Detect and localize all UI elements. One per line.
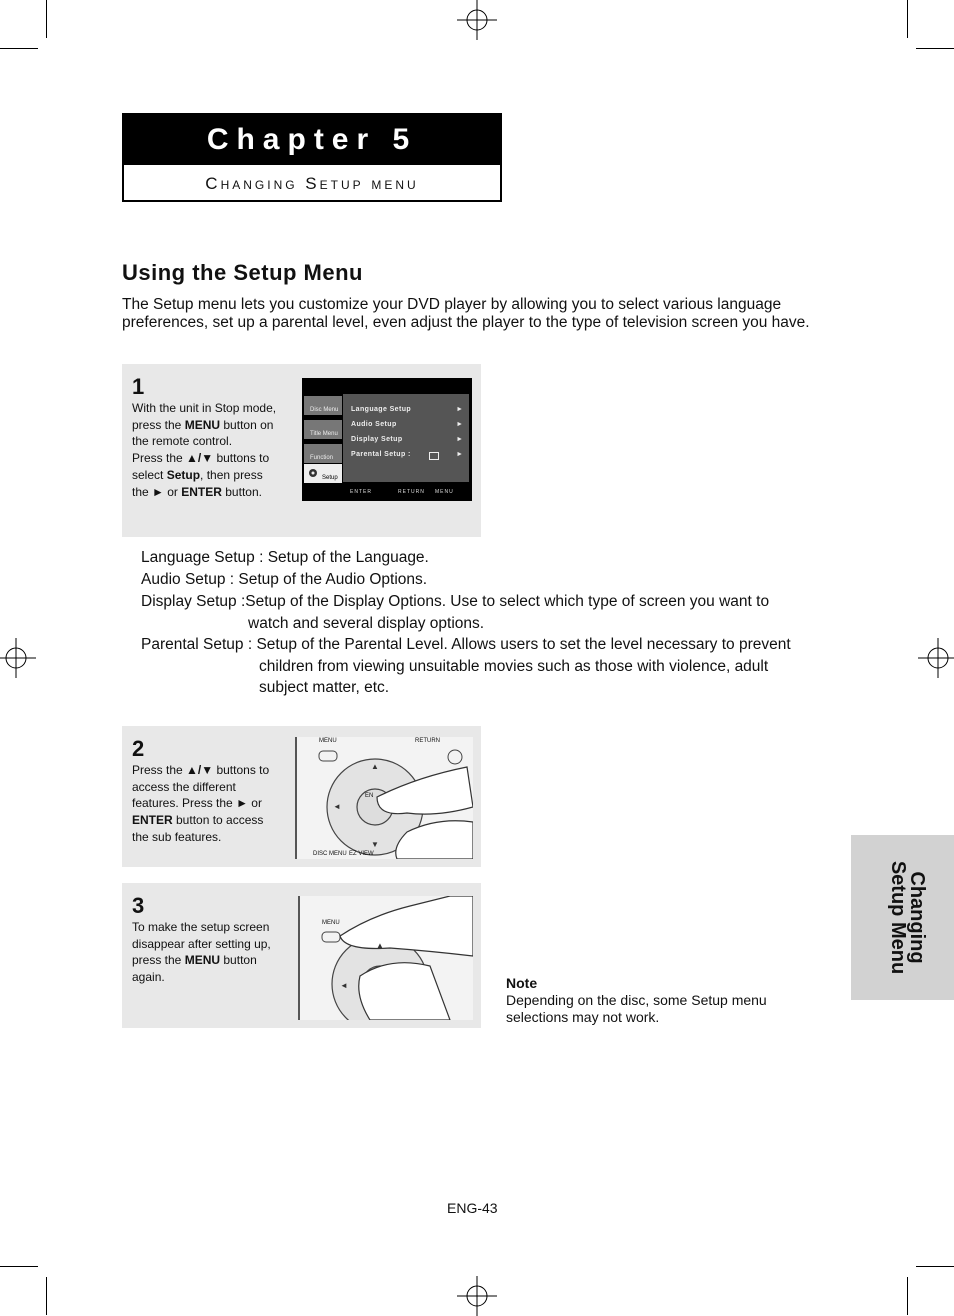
crop-mark [0, 48, 38, 49]
chapter-header [122, 113, 502, 202]
text: Press the [132, 451, 187, 466]
right-arrow-icon: ► [236, 796, 248, 811]
registration-mark [457, 0, 497, 40]
side-tab-disc-menu: Disc Menu [304, 396, 342, 415]
svg-text:◄: ◄ [333, 802, 341, 811]
section-title: Using the Setup Menu [122, 260, 363, 285]
crop-mark [916, 1266, 954, 1267]
menu-button-ref: MENU [184, 953, 221, 968]
right-arrow-icon: ► [456, 436, 463, 443]
lock-icon [429, 452, 439, 460]
remote-label-menu: MENU [322, 920, 340, 926]
text: , then press the [132, 467, 263, 499]
up-down-arrows-icon: ▲/▼ [186, 451, 214, 466]
remote-illustration-step2 [295, 737, 473, 859]
svg-text:▲: ▲ [371, 762, 379, 771]
remote-label-menu: MENU [319, 738, 337, 744]
side-tab-function: Function [304, 444, 342, 463]
note-text: Depending on the disc, some Setup menu selections may not work. [506, 992, 767, 1025]
registration-mark [0, 638, 36, 678]
registration-mark [457, 1276, 497, 1316]
up-down-arrows-icon: ▲/▼ [186, 763, 214, 777]
intro-paragraph: The Setup menu lets you customize your DVD player by allowing you to select various language preferences, set up a parental level, even adjust the player to the type of television screen you have. [122, 296, 810, 331]
description-language: Language Setup : Setup of the Language. [141, 549, 429, 566]
crop-mark [46, 1277, 47, 1315]
footer-enter: ENTER [350, 489, 372, 495]
step-3-text: To make the setup screen disappear after setting up, press the MENU button again. [132, 920, 271, 985]
menu-item-parental: Parental Setup : [351, 451, 411, 458]
description-display [141, 591, 821, 634]
line: watch and several display options. [248, 614, 485, 632]
setup-menu-screen [302, 378, 472, 501]
menu-button-ref: MENU [184, 417, 221, 432]
remote-label-return: RETURN [415, 738, 440, 744]
side-tab-setup: Setup [304, 464, 342, 483]
description-parental [141, 634, 821, 699]
step-number: 3 [132, 893, 145, 918]
footer-menu: MENU [435, 489, 454, 495]
enter-button-ref: ENTER [181, 484, 222, 499]
text: buttons to select [132, 451, 270, 482]
crop-mark [916, 48, 954, 49]
menu-item-language: Language Setup [351, 406, 412, 413]
remote-control-image [297, 737, 473, 859]
menu-item-display: Display Setup [351, 436, 403, 443]
side-tab-line: Setup Menu [887, 860, 909, 975]
step-2-text: Press the ▲/▼ buttons to access the different features. Press the ► or ENTER button to access the sub features. [132, 763, 270, 844]
side-tab-label [851, 835, 954, 1000]
footer-return: RETURN [398, 489, 425, 495]
description-audio: Audio Setup : Setup of the Audio Options. [141, 571, 428, 588]
text: or [163, 484, 182, 499]
line: Parental Setup : Setup of the Parental Level. Allows users to set the level necessary to prevent [141, 636, 791, 653]
line: children from viewing unsuitable movies such as those with violence, adult [259, 657, 769, 675]
note-title: Note [506, 975, 538, 991]
crop-mark [907, 0, 908, 38]
remote-label-disc-menu: DISC MENU [313, 851, 347, 857]
text: With the unit in Stop mode, press the [132, 401, 277, 432]
registration-mark [918, 638, 954, 678]
side-tab-title-menu: Title Menu [304, 420, 342, 439]
step-number: 2 [132, 736, 145, 761]
text: button. [221, 484, 262, 499]
svg-text:▲: ▲ [376, 941, 384, 950]
menu-panel [343, 394, 469, 482]
setup-ref: Setup [166, 467, 201, 482]
right-arrow-icon: ► [456, 421, 463, 428]
gear-icon [307, 467, 319, 479]
remote-label-enter: EN [365, 793, 374, 799]
section-side-tab [851, 835, 954, 1000]
svg-text:▼: ▼ [371, 840, 379, 849]
enter-button-ref: ENTER [132, 813, 173, 828]
page-number: ENG-43 [447, 1200, 498, 1216]
crop-mark [0, 1266, 38, 1267]
right-arrow-icon: ► [152, 484, 164, 499]
line: subject matter, etc. [259, 679, 390, 696]
text: button on the remote control. [132, 417, 274, 449]
crop-mark [907, 1277, 908, 1315]
step-1-text [132, 400, 278, 500]
right-arrow-icon: ► [456, 451, 463, 458]
step-number: 1 [132, 374, 145, 399]
svg-text:◄: ◄ [340, 981, 348, 990]
right-arrow-icon: ► [456, 406, 463, 413]
menu-footer [302, 485, 472, 499]
line: Display Setup :Setup of the Display Options. Use to select which type of screen you want to [141, 593, 770, 610]
remote-illustration-step3 [298, 896, 473, 1020]
chapter-subtitle: Changing Setup menu [205, 174, 419, 193]
remote-label-ez-view: EZ VIEW [349, 851, 374, 857]
crop-mark [46, 0, 47, 38]
menu-item-audio: Audio Setup [351, 421, 397, 428]
remote-control-image [300, 896, 473, 1020]
chapter-title: Chapter 5 [124, 115, 500, 165]
side-tab-line: Changing [906, 871, 928, 964]
